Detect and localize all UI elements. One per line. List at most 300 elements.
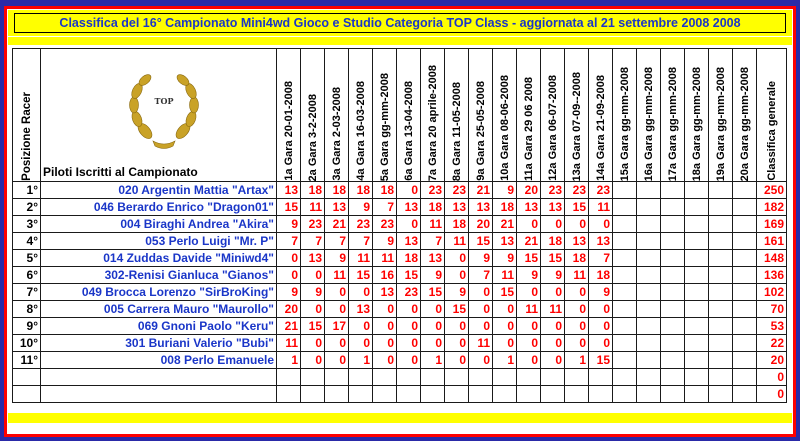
score-cell [637,267,661,284]
score-cell: 15 [493,284,517,301]
race-header-label: 2a Gara 3-2-2008 [306,93,319,181]
score-cell: 13 [277,182,301,199]
score-cell: 0 [541,284,565,301]
race-header-label: 17a Gara gg-mm-2008 [666,66,679,181]
race-header [301,49,325,182]
pilot-name-cell: 004 Biraghi Andrea "Akira" [41,216,277,233]
score-cell: 11 [493,267,517,284]
score-cell: 15 [517,250,541,267]
score-cell: 1 [277,352,301,369]
score-cell [565,369,589,386]
race-header [709,49,733,182]
table-row [13,250,787,267]
race-header-label: 16a Gara gg-mm-2008 [642,66,655,181]
score-cell [373,369,397,386]
score-cell: 13 [565,233,589,250]
score-cell: 18 [493,199,517,216]
score-cell: 9 [373,233,397,250]
score-cell: 9 [421,267,445,284]
score-cell [733,233,757,250]
score-cell: 23 [565,182,589,199]
race-header-label: 6a Gara 13-04-2008 [402,81,415,181]
score-cell: 11 [277,335,301,352]
score-cell: 11 [541,301,565,318]
score-cell [637,335,661,352]
total-cell: 250 [757,182,787,199]
score-cell: 0 [589,335,613,352]
race-header [373,49,397,182]
score-cell: 15 [589,352,613,369]
total-cell: 161 [757,233,787,250]
table-row [13,369,787,386]
score-cell: 11 [421,216,445,233]
score-cell: 0 [373,352,397,369]
score-cell: 0 [301,352,325,369]
score-cell: 0 [517,318,541,335]
score-cell: 11 [301,199,325,216]
score-cell: 7 [469,267,493,284]
score-cell: 11 [565,267,589,284]
score-cell: 9 [469,250,493,267]
score-cell [613,386,637,403]
score-cell: 18 [565,250,589,267]
position-cell: 6° [13,267,41,284]
pilot-name-cell: 302-Renisi Gianluca "Gianos" [41,267,277,284]
score-cell [685,267,709,284]
score-cell: 11 [373,250,397,267]
score-cell [613,301,637,318]
score-cell [397,369,421,386]
score-cell: 23 [421,182,445,199]
score-cell [637,386,661,403]
score-cell: 0 [277,267,301,284]
score-cell [613,335,637,352]
score-cell: 9 [325,250,349,267]
score-cell [685,233,709,250]
race-header-label: 10a Gara 08-06-2008 [498,75,511,181]
score-cell: 0 [421,335,445,352]
race-header-label: 1a Gara 20-01-2008 [282,81,295,181]
total-cell: 136 [757,267,787,284]
score-cell [661,250,685,267]
score-cell: 0 [565,284,589,301]
score-cell: 20 [517,182,541,199]
table-row [13,182,787,199]
race-header [349,49,373,182]
score-cell: 23 [541,182,565,199]
score-cell: 13 [325,199,349,216]
score-cell [301,386,325,403]
score-cell [637,318,661,335]
score-cell [589,369,613,386]
race-header-label: 12a Gara 06-07-2008 [546,75,559,181]
score-cell: 0 [421,318,445,335]
total-header [757,49,787,182]
score-cell [661,369,685,386]
score-cell: 1 [421,352,445,369]
table-row [13,267,787,284]
position-cell: 7° [13,284,41,301]
score-cell: 13 [349,301,373,318]
race-header-label: 3a Gara 2-03-2008 [330,87,343,181]
score-cell: 0 [565,301,589,318]
total-cell: 169 [757,216,787,233]
score-cell: 15 [397,267,421,284]
total-cell: 148 [757,250,787,267]
score-cell: 9 [541,267,565,284]
race-header [637,49,661,182]
score-cell [685,335,709,352]
score-cell: 0 [373,335,397,352]
total-cell: 22 [757,335,787,352]
score-cell [709,250,733,267]
score-cell [685,250,709,267]
score-cell: 21 [493,216,517,233]
score-cell [613,267,637,284]
pilot-name-cell: 046 Berardo Enrico "Dragon01" [41,199,277,216]
score-cell: 13 [373,284,397,301]
table-row [13,335,787,352]
table-row [13,318,787,335]
score-cell: 9 [277,284,301,301]
score-cell [493,386,517,403]
score-cell: 0 [421,301,445,318]
score-cell: 0 [565,216,589,233]
race-header [445,49,469,182]
score-cell [733,199,757,216]
score-cell: 13 [493,233,517,250]
score-cell [589,386,613,403]
score-cell [421,386,445,403]
score-cell: 17 [325,318,349,335]
pilot-name-cell: 005 Carrera Mauro "Maurollo" [41,301,277,318]
score-cell: 13 [517,199,541,216]
race-header-label: 4a Gara 16-03-2008 [354,81,367,181]
score-cell [733,369,757,386]
score-cell: 21 [517,233,541,250]
score-cell [637,301,661,318]
score-cell: 0 [349,318,373,335]
race-header [685,49,709,182]
position-cell [13,386,41,403]
score-cell: 7 [325,233,349,250]
score-cell [445,386,469,403]
score-cell [661,216,685,233]
score-cell: 0 [565,335,589,352]
score-cell [733,386,757,403]
score-cell: 15 [565,199,589,216]
score-cell: 0 [469,318,493,335]
laurel-wreath-logo [123,67,205,151]
table-row [13,301,787,318]
score-cell [661,301,685,318]
score-cell: 1 [493,352,517,369]
score-cell [373,386,397,403]
position-cell: 3° [13,216,41,233]
score-cell: 13 [421,250,445,267]
score-cell: 0 [541,318,565,335]
score-cell: 0 [493,301,517,318]
total-header-label: Classifica generale [765,81,778,181]
table-row [13,352,787,369]
race-header [397,49,421,182]
score-cell [661,352,685,369]
score-cell: 15 [469,233,493,250]
score-cell: 0 [445,267,469,284]
score-cell [709,369,733,386]
race-header-label: 8a Gara 11-05-2008 [450,81,463,181]
score-cell [661,199,685,216]
score-cell [709,284,733,301]
score-cell [661,267,685,284]
score-cell: 0 [349,284,373,301]
position-cell: 9° [13,318,41,335]
position-header-label: Posizione Racer [20,92,33,181]
race-header-label: 7a Gara 20 aprile-2008 [426,64,439,181]
score-cell [733,216,757,233]
score-cell [613,182,637,199]
score-cell [445,369,469,386]
total-cell: 20 [757,352,787,369]
score-cell: 13 [541,199,565,216]
race-header-label: 15a Gara gg-mm-2008 [618,66,631,181]
score-cell: 0 [445,335,469,352]
score-cell [709,386,733,403]
score-cell [709,199,733,216]
score-cell: 7 [349,233,373,250]
score-cell: 0 [517,216,541,233]
race-header-label: 11a Gara 29 06 2008 [522,77,535,181]
score-cell [685,301,709,318]
score-cell: 9 [493,182,517,199]
score-cell: 18 [373,182,397,199]
table-row [13,199,787,216]
score-cell: 0 [589,301,613,318]
score-cell [661,233,685,250]
score-cell: 0 [325,301,349,318]
score-cell [685,199,709,216]
score-cell: 23 [445,182,469,199]
score-cell [565,386,589,403]
score-cell: 15 [277,199,301,216]
score-cell [733,335,757,352]
score-cell: 0 [373,318,397,335]
score-cell [661,318,685,335]
pilot-name-cell [41,369,277,386]
score-cell: 7 [277,233,301,250]
score-cell [733,267,757,284]
pilot-name-cell [41,386,277,403]
pilot-name-cell: 014 Zuddas Davide "Miniwd4" [41,250,277,267]
score-cell: 0 [445,250,469,267]
score-cell: 0 [517,284,541,301]
score-cell: 21 [325,216,349,233]
score-cell: 18 [397,250,421,267]
score-cell [613,352,637,369]
race-header [565,49,589,182]
table-row [13,386,787,403]
score-cell [277,386,301,403]
score-cell [349,369,373,386]
pilot-name-cell: 301 Buriani Valerio "Bubi" [41,335,277,352]
race-header [733,49,757,182]
pilot-name-cell: 049 Brocca Lorenzo "SirBroKing" [41,284,277,301]
score-cell: 15 [301,318,325,335]
score-cell [325,386,349,403]
score-cell: 13 [445,199,469,216]
score-cell [613,284,637,301]
race-header [661,49,685,182]
score-cell: 18 [421,199,445,216]
standings-body [13,182,787,403]
score-cell: 15 [445,301,469,318]
score-cell: 1 [565,352,589,369]
score-cell: 15 [349,267,373,284]
score-cell: 23 [373,216,397,233]
score-cell: 13 [301,250,325,267]
score-cell: 0 [469,352,493,369]
race-header-label: 19a Gara gg-mm-2008 [714,66,727,181]
score-cell [637,216,661,233]
score-cell [493,369,517,386]
score-cell: 7 [421,233,445,250]
score-cell: 0 [541,352,565,369]
table-row [13,233,787,250]
race-header-label: 18a Gara gg-mm-2008 [690,66,703,181]
score-cell: 0 [565,318,589,335]
score-cell [685,182,709,199]
score-cell: 1 [349,352,373,369]
position-cell: 5° [13,250,41,267]
score-cell: 0 [397,301,421,318]
score-cell: 16 [373,267,397,284]
score-cell: 0 [373,301,397,318]
score-cell [277,369,301,386]
score-cell [637,284,661,301]
score-cell: 20 [469,216,493,233]
score-cell [397,386,421,403]
header-row [13,49,787,182]
score-cell [541,386,565,403]
score-cell [733,250,757,267]
position-cell: 1° [13,182,41,199]
score-cell: 18 [301,182,325,199]
race-header [325,49,349,182]
score-cell: 0 [589,318,613,335]
race-header-label: 14a Gara 21-09-2008 [594,75,607,181]
score-cell [709,182,733,199]
score-cell [733,352,757,369]
score-cell [685,369,709,386]
score-cell: 15 [421,284,445,301]
score-cell: 0 [397,335,421,352]
score-cell [637,352,661,369]
score-cell [709,267,733,284]
score-cell: 0 [277,250,301,267]
score-cell [637,199,661,216]
score-cell: 15 [541,250,565,267]
score-cell [613,250,637,267]
score-cell: 9 [349,199,373,216]
title-bar [8,10,792,36]
score-cell: 11 [517,301,541,318]
score-cell [709,352,733,369]
race-header-label: 9a Gara 25-05-2008 [474,81,487,181]
race-header [469,49,493,182]
score-cell: 21 [469,182,493,199]
score-cell [661,386,685,403]
total-cell: 182 [757,199,787,216]
score-cell: 9 [493,250,517,267]
score-cell: 9 [589,284,613,301]
score-cell [517,369,541,386]
score-cell [733,182,757,199]
score-cell: 18 [589,267,613,284]
position-cell: 10° [13,335,41,352]
score-cell: 0 [301,301,325,318]
score-cell: 0 [445,352,469,369]
total-cell: 0 [757,369,787,386]
race-header-label: 20a Gara gg-mm-2008 [738,66,751,181]
score-cell: 23 [589,182,613,199]
score-cell: 7 [301,233,325,250]
score-cell [469,369,493,386]
table-row [13,216,787,233]
score-cell [685,216,709,233]
score-cell [613,216,637,233]
race-header-label: 13a Gara 07-09--2008 [570,71,583,181]
score-cell: 0 [469,284,493,301]
score-cell: 13 [469,199,493,216]
score-cell: 23 [397,284,421,301]
score-cell [661,335,685,352]
position-header [13,49,41,182]
score-cell [421,369,445,386]
score-cell: 0 [517,352,541,369]
score-cell: 0 [541,216,565,233]
score-cell: 23 [349,216,373,233]
pilots-header [41,49,277,182]
score-cell: 18 [445,216,469,233]
score-cell [517,386,541,403]
score-cell [733,301,757,318]
total-cell: 0 [757,386,787,403]
table-row [13,284,787,301]
score-cell [469,386,493,403]
score-cell: 7 [373,199,397,216]
score-cell: 0 [325,284,349,301]
total-cell: 70 [757,301,787,318]
logo-text: TOP [154,96,174,106]
pilot-name-cell: 069 Gnoni Paolo "Keru" [41,318,277,335]
score-cell: 7 [589,250,613,267]
race-header [277,49,301,182]
position-cell: 8° [13,301,41,318]
total-cell: 102 [757,284,787,301]
position-cell: 11° [13,352,41,369]
score-cell [661,284,685,301]
score-cell [637,182,661,199]
score-cell: 20 [277,301,301,318]
top-stripe [8,37,792,45]
score-cell [709,216,733,233]
score-cell: 13 [589,233,613,250]
race-header [613,49,637,182]
score-cell [685,352,709,369]
score-cell [685,386,709,403]
score-cell: 11 [325,267,349,284]
score-cell: 13 [397,233,421,250]
